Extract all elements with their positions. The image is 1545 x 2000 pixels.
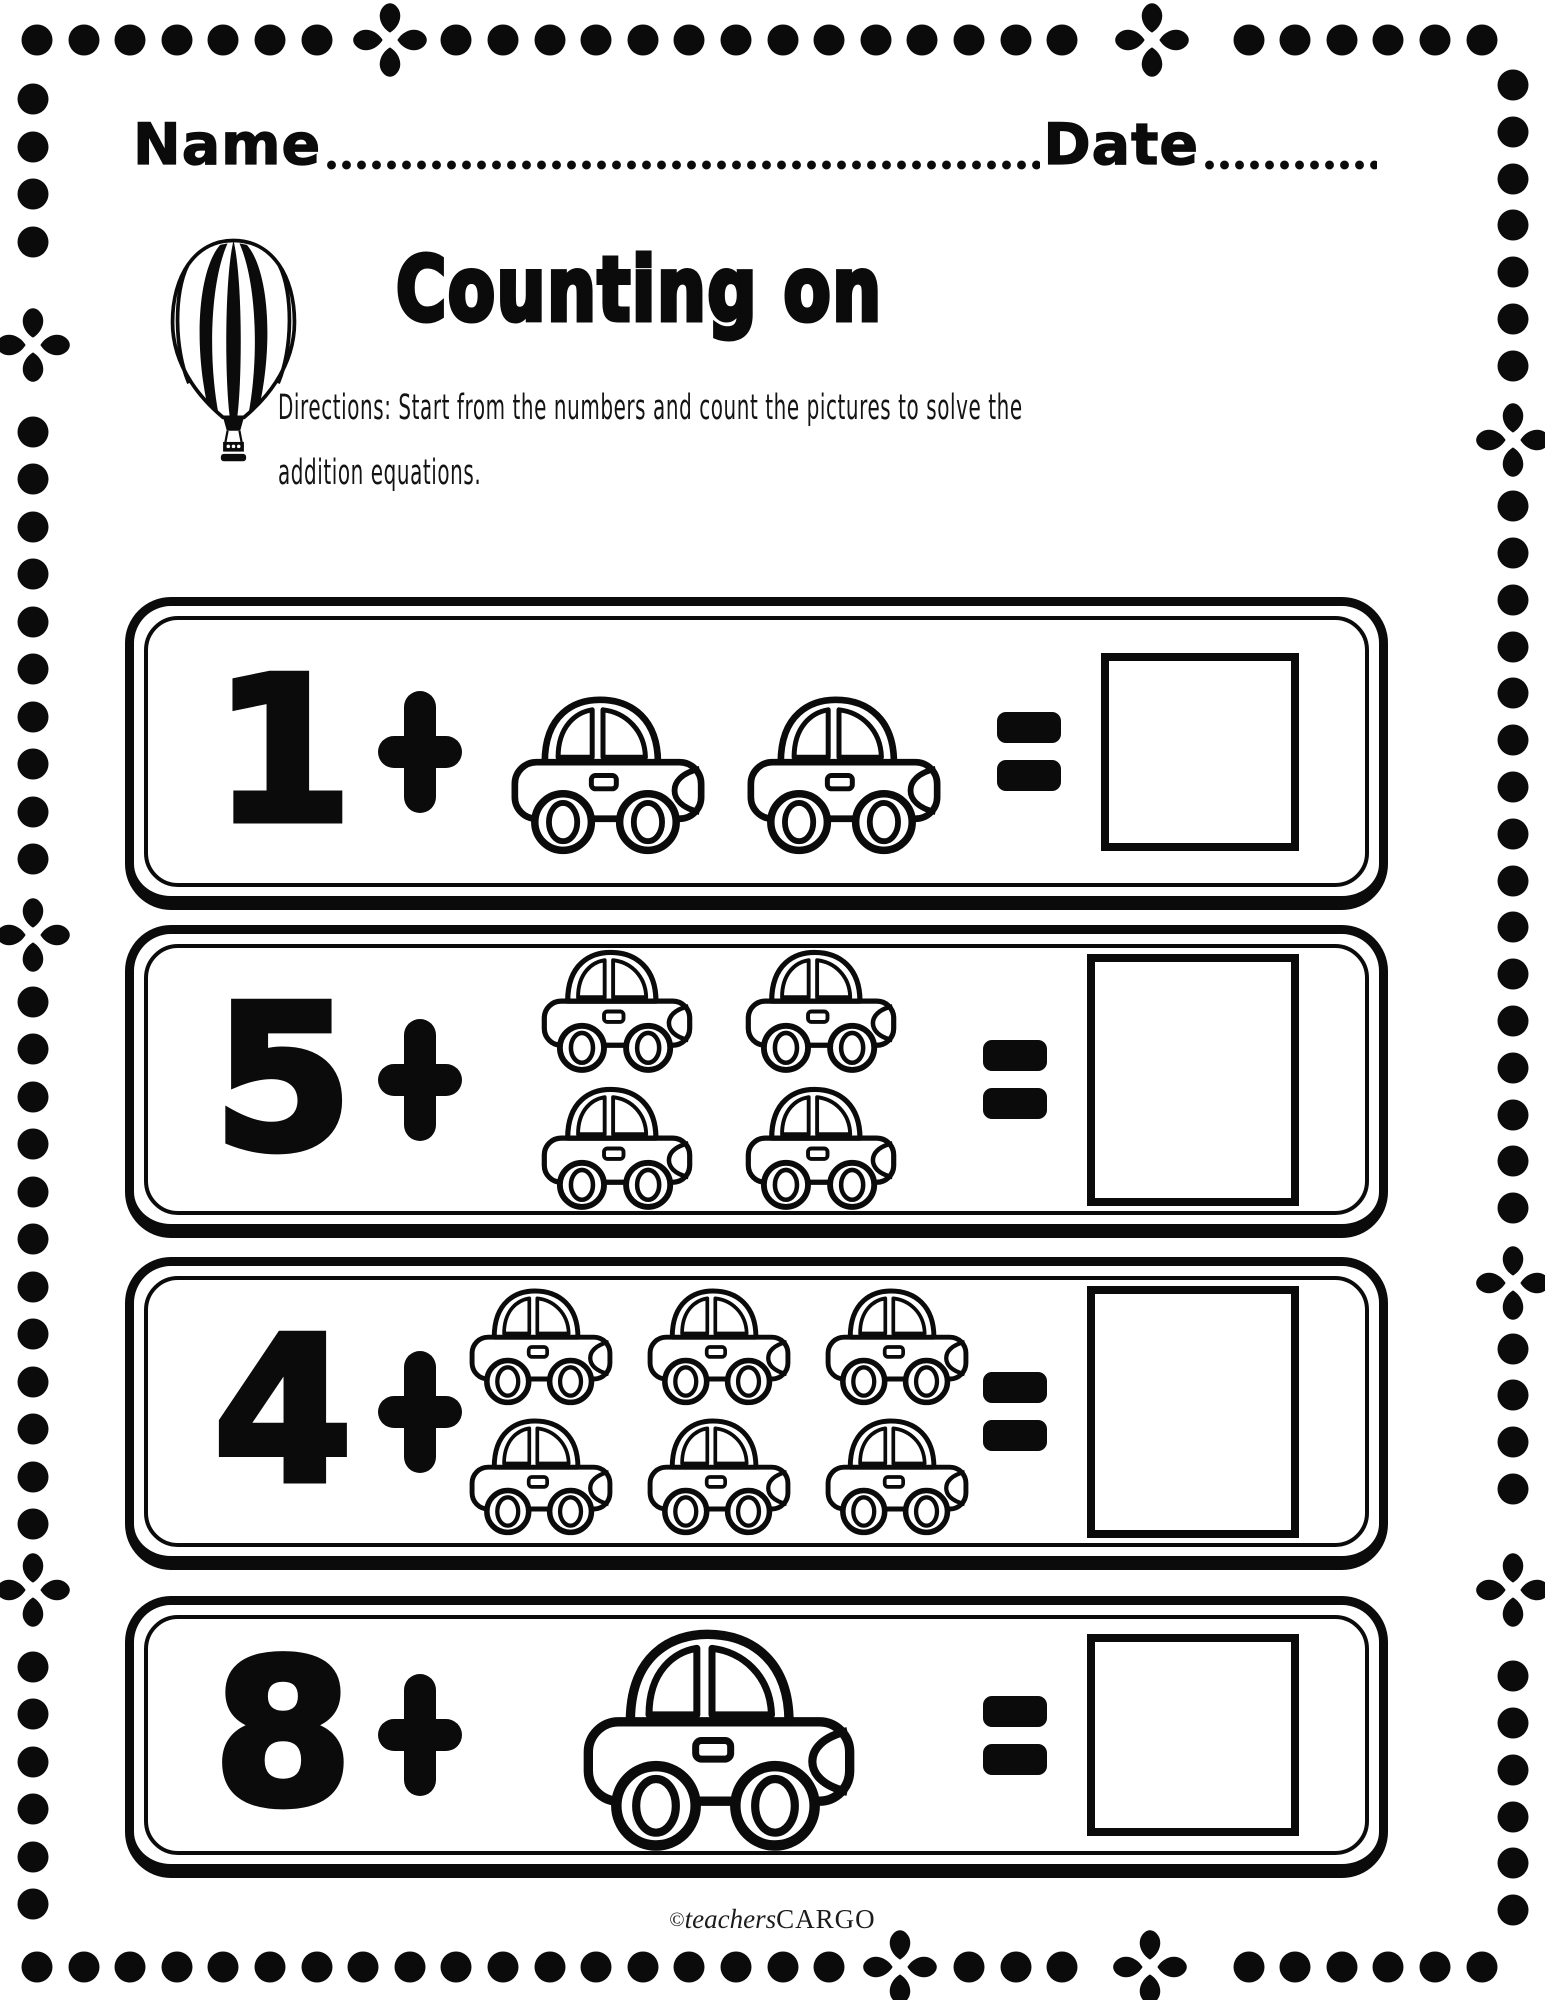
dot-icon xyxy=(18,606,49,637)
dot-icon xyxy=(18,1034,49,1065)
dot-icon xyxy=(1280,25,1311,56)
dot-icon xyxy=(161,1952,192,1983)
dot-icon xyxy=(255,25,286,56)
dot-icon xyxy=(1498,538,1529,569)
dot-icon xyxy=(1498,1801,1529,1832)
car-icon xyxy=(823,1413,971,1541)
dot-icon xyxy=(301,1952,332,1983)
problem-row-4-frame xyxy=(144,1615,1369,1855)
dot-icon xyxy=(1498,1052,1529,1083)
car-icon xyxy=(743,944,899,1079)
problem-row-4 xyxy=(125,1596,1388,1878)
addend-number: 4 xyxy=(213,1294,353,1528)
addend-number: 5 xyxy=(213,962,353,1196)
dot-icon xyxy=(1498,1848,1529,1879)
dot-icon xyxy=(1498,491,1529,522)
dot-icon xyxy=(18,1319,49,1350)
dot-icon xyxy=(348,1952,379,1983)
dot-icon xyxy=(721,1952,752,1983)
dot-icon xyxy=(534,1952,565,1983)
dot-icon xyxy=(1498,257,1529,288)
dot-icon xyxy=(68,25,99,56)
dot-icon xyxy=(581,1952,612,1983)
brand-name-italic: teachers xyxy=(684,1904,777,1934)
dot-icon xyxy=(18,1081,49,1112)
dot-icon xyxy=(954,1952,985,1983)
dot-icon xyxy=(1498,1006,1529,1037)
car-icon xyxy=(539,944,695,1079)
dot-icon xyxy=(1000,1952,1031,1983)
dot-icon xyxy=(1466,1952,1497,1983)
dot-icon xyxy=(1498,584,1529,615)
answer-box[interactable] xyxy=(1101,653,1299,851)
car-icon xyxy=(467,1413,615,1541)
car-icon xyxy=(645,1283,793,1411)
dot-icon xyxy=(18,1461,49,1492)
dot-icon xyxy=(1498,70,1529,101)
dot-icon xyxy=(1047,1952,1078,1983)
dot-icon xyxy=(1466,25,1497,56)
dot-icon xyxy=(22,1952,53,1983)
dot-icon xyxy=(1498,959,1529,990)
dot-icon xyxy=(18,1271,49,1302)
dot-icon xyxy=(1326,25,1357,56)
problem-row-1-frame xyxy=(144,616,1369,887)
dot-icon xyxy=(627,25,658,56)
dot-icon xyxy=(18,416,49,447)
dot-icon xyxy=(1000,25,1031,56)
dot-icon xyxy=(394,1952,425,1983)
dot-icon xyxy=(18,131,49,162)
name-label: Name xyxy=(133,112,322,178)
addend-number: 8 xyxy=(213,1618,353,1851)
car-icon xyxy=(579,1619,859,1862)
dot-icon xyxy=(18,844,49,875)
dot-icon xyxy=(1498,1193,1529,1224)
dot-icon xyxy=(1498,350,1529,381)
dot-icon xyxy=(860,25,891,56)
dot-icon xyxy=(208,1952,239,1983)
dot-icon xyxy=(1498,1146,1529,1177)
equals-sign-icon xyxy=(983,1372,1047,1451)
car-icon xyxy=(539,1081,695,1216)
dot-icon xyxy=(1498,772,1529,803)
footer-credit xyxy=(0,1904,1545,1935)
copyright-symbol: © xyxy=(669,1909,685,1931)
equals-sign-icon xyxy=(997,712,1061,791)
dot-icon xyxy=(18,226,49,257)
dot-icon xyxy=(18,1746,49,1777)
dot-icon xyxy=(18,1176,49,1207)
car-icon xyxy=(744,689,944,862)
equals-sign-icon xyxy=(983,1696,1047,1775)
car-icon xyxy=(645,1413,793,1541)
dot-icon xyxy=(441,25,472,56)
dot-icon xyxy=(68,1952,99,1983)
dot-icon xyxy=(1498,818,1529,849)
plus-operator-icon xyxy=(378,691,462,813)
dot-icon xyxy=(18,1366,49,1397)
dot-icon xyxy=(18,559,49,590)
dot-icon xyxy=(115,25,146,56)
dot-icon xyxy=(18,1509,49,1540)
problem-row-3 xyxy=(125,1257,1388,1570)
dot-icon xyxy=(814,25,845,56)
page-title: Counting on xyxy=(396,238,883,341)
dot-icon xyxy=(1498,1427,1529,1458)
dot-icon xyxy=(18,84,49,115)
dot-icon xyxy=(627,1952,658,1983)
plus-operator-icon xyxy=(378,1019,462,1141)
dot-icon xyxy=(488,25,519,56)
directions-line-2: addition equations. xyxy=(278,452,482,493)
clover-icon xyxy=(1467,394,1545,486)
dot-icon xyxy=(18,749,49,780)
clover-icon xyxy=(0,1544,79,1636)
dot-icon xyxy=(1498,210,1529,241)
dot-icon xyxy=(18,701,49,732)
dot-icon xyxy=(1047,25,1078,56)
dot-icon xyxy=(907,25,938,56)
brand-name-caps: CARGO xyxy=(776,1904,876,1934)
dot-icon xyxy=(1498,1474,1529,1505)
answer-box[interactable] xyxy=(1087,1286,1299,1538)
dot-icon xyxy=(18,796,49,827)
directions-line-1: Directions: Start from the numbers and count the pictures to solve the xyxy=(278,388,1023,428)
dot-icon xyxy=(1498,1754,1529,1785)
dot-icon xyxy=(161,25,192,56)
answer-box[interactable] xyxy=(1087,954,1299,1206)
date-write-line[interactable] xyxy=(1202,159,1377,171)
dot-icon xyxy=(1233,1952,1264,1983)
dot-icon xyxy=(18,179,49,210)
car-picture-group xyxy=(462,944,975,1216)
dot-icon xyxy=(18,986,49,1017)
dot-icon xyxy=(534,25,565,56)
dot-icon xyxy=(18,1414,49,1445)
dot-icon xyxy=(488,1952,519,1983)
car-picture-group xyxy=(462,1619,975,1862)
car-icon xyxy=(823,1283,971,1411)
dot-icon xyxy=(1498,912,1529,943)
dot-icon xyxy=(18,511,49,542)
dot-icon xyxy=(721,25,752,56)
car-icon xyxy=(743,1081,899,1216)
dot-icon xyxy=(1498,1333,1529,1364)
dot-icon xyxy=(1498,1099,1529,1130)
dot-icon xyxy=(814,1952,845,1983)
car-icon xyxy=(508,689,708,862)
dot-icon xyxy=(115,1952,146,1983)
dot-icon xyxy=(1233,25,1264,56)
dot-icon xyxy=(18,1794,49,1825)
plus-operator-icon xyxy=(378,1351,462,1473)
answer-box[interactable] xyxy=(1087,1634,1299,1836)
dot-icon xyxy=(581,25,612,56)
dot-icon xyxy=(1326,1952,1357,1983)
dot-icon xyxy=(1373,25,1404,56)
dot-icon xyxy=(18,1129,49,1160)
dot-icon xyxy=(1498,725,1529,756)
clover-icon xyxy=(344,0,436,86)
dot-icon xyxy=(1498,163,1529,194)
dot-icon xyxy=(208,25,239,56)
dot-icon xyxy=(18,654,49,685)
dot-icon xyxy=(1498,1708,1529,1739)
dot-icon xyxy=(767,25,798,56)
dot-icon xyxy=(674,25,705,56)
date-label: Date xyxy=(1043,112,1199,178)
dot-icon xyxy=(674,1952,705,1983)
dot-icon xyxy=(954,25,985,56)
clover-icon xyxy=(1467,1544,1545,1636)
dot-icon xyxy=(18,1841,49,1872)
problem-row-2-frame xyxy=(144,944,1369,1215)
problem-row-3-frame xyxy=(144,1276,1369,1547)
name-write-line[interactable] xyxy=(324,159,1040,171)
plus-operator-icon xyxy=(378,1674,462,1796)
dot-icon xyxy=(22,25,53,56)
dot-icon xyxy=(18,464,49,495)
dot-icon xyxy=(1420,25,1451,56)
dot-icon xyxy=(1498,1661,1529,1692)
dot-icon xyxy=(1498,1380,1529,1411)
name-date-line xyxy=(133,112,1380,178)
addend-number: 1 xyxy=(213,634,353,868)
directions-text xyxy=(278,376,1023,506)
dot-icon xyxy=(1498,865,1529,896)
clover-icon xyxy=(0,889,79,981)
dot-icon xyxy=(18,1651,49,1682)
dot-icon xyxy=(18,1699,49,1730)
dot-icon xyxy=(441,1952,472,1983)
dot-icon xyxy=(1498,678,1529,709)
equals-sign-icon xyxy=(983,1040,1047,1119)
dot-icon xyxy=(767,1952,798,1983)
dot-icon xyxy=(18,1224,49,1255)
dot-icon xyxy=(1498,304,1529,335)
dot-icon xyxy=(1420,1952,1451,1983)
car-picture-group xyxy=(462,1283,975,1541)
dot-icon xyxy=(1498,116,1529,147)
dot-icon xyxy=(255,1952,286,1983)
dot-icon xyxy=(1373,1952,1404,1983)
dot-icon xyxy=(1280,1952,1311,1983)
car-icon xyxy=(467,1283,615,1411)
problem-row-1 xyxy=(125,597,1388,910)
problem-row-2 xyxy=(125,925,1388,1238)
dot-icon xyxy=(1498,631,1529,662)
clover-icon xyxy=(0,299,79,391)
clover-icon xyxy=(1106,0,1198,86)
dot-icon xyxy=(301,25,332,56)
car-picture-group xyxy=(462,689,989,862)
clover-icon xyxy=(1467,1237,1545,1329)
